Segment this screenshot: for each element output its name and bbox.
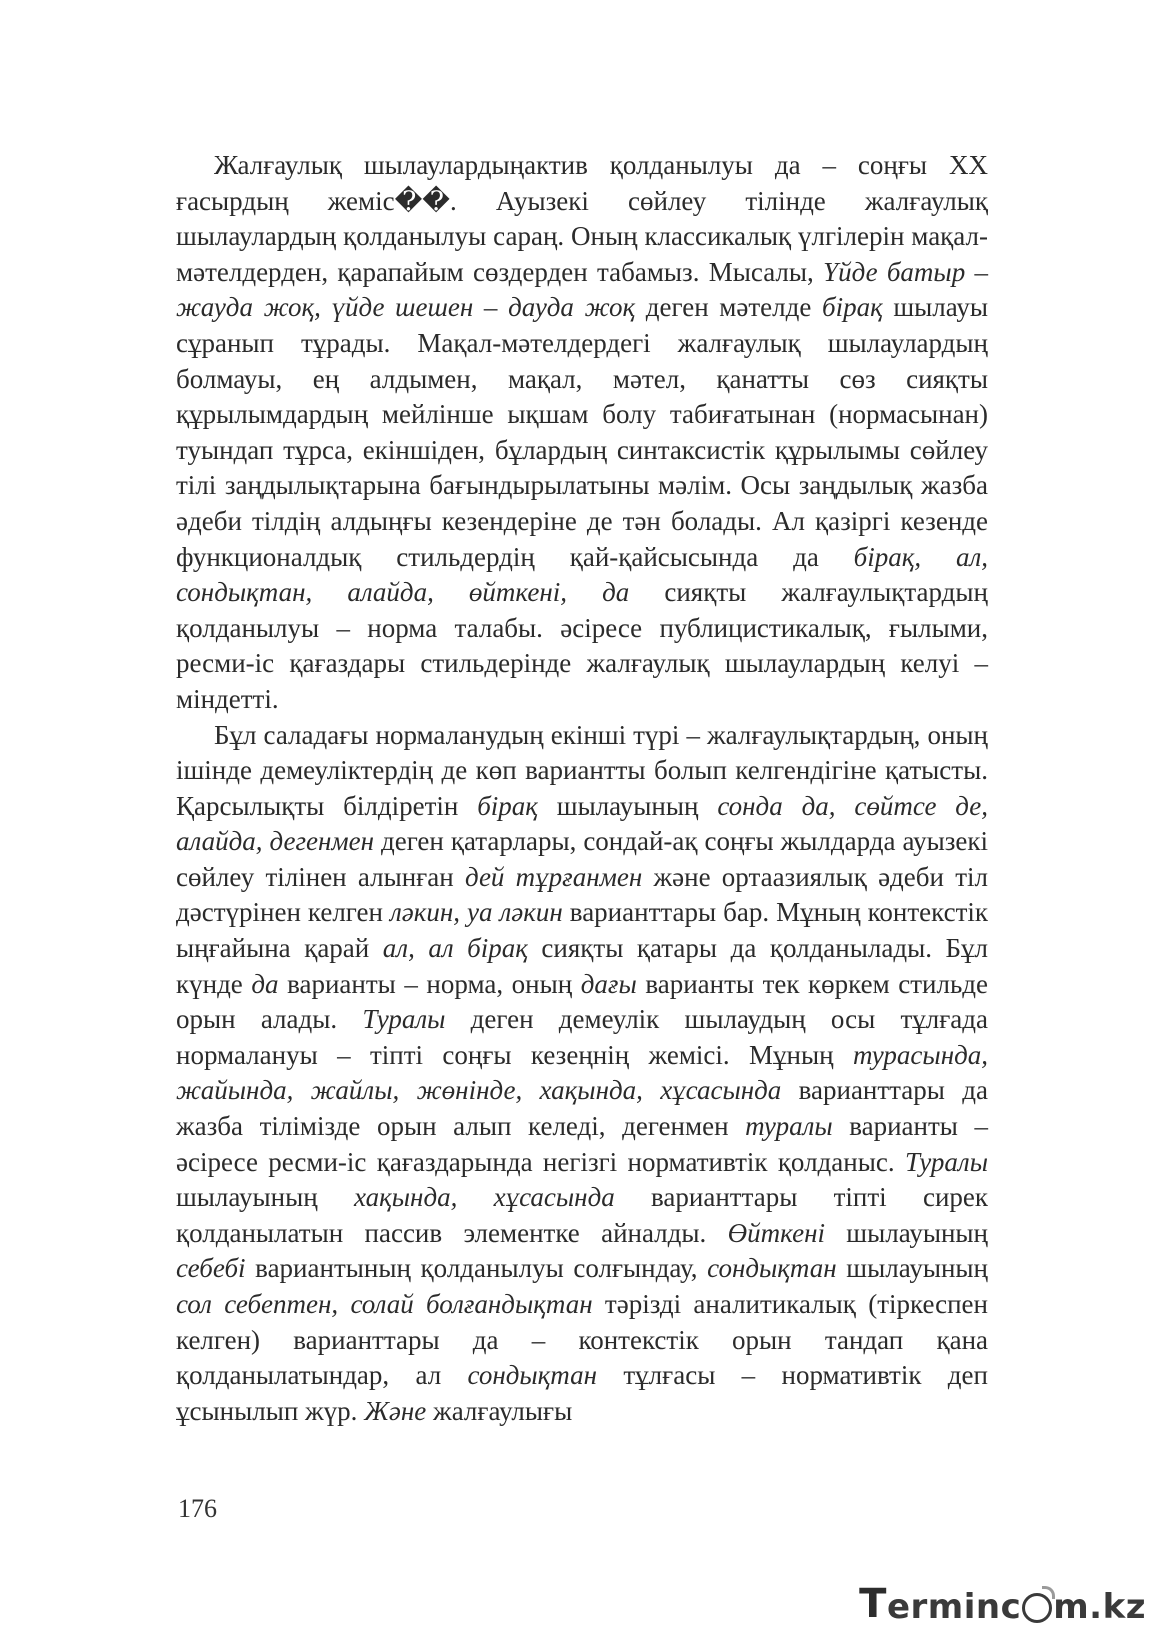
p2-italic-run: да — [251, 968, 279, 999]
p2-text-run: варианты тек көркем стильде орын алады. — [176, 968, 988, 1035]
p2-text-run: деген демеулік шылаудың осы тұлғада нормалануы – тіпті соңғы кезеңнің жемісі. Мұның — [176, 1004, 988, 1070]
p2-italic-run: Өйткені — [727, 1217, 825, 1248]
p2-text-run: варианттары да жазба тілімізде орын алып келеді, дегенмен — [176, 1075, 988, 1142]
p2-text-run: Бұл саладағы нормаланудың екінші түрі – жалғаулықтардың, оның ішінде демеуліктердің де көп вариантты болып келгендігіне қатысты. Қарсылықты білдіретін — [176, 719, 988, 821]
p2-italic-run: сондықтан — [467, 1360, 598, 1391]
logo-letter-t: T — [859, 1581, 887, 1627]
p2-text-run: деген қатарлары, сондай-ақ соңғы жылдарда ауызекі сөйлеу тілінен алынған — [176, 826, 988, 892]
p2-text-run: шылауының — [176, 1182, 354, 1213]
p2-text-run: варианты – әсіресе ресми-іс қағаздарында негізгі нормативтік қолданыс. — [176, 1111, 988, 1177]
paragraph-1 — [176, 148, 988, 718]
paragraph-2 — [176, 718, 988, 1430]
p2-text-run: шылауының — [836, 1253, 989, 1284]
p1-text-run: деген мәтелде — [635, 292, 822, 323]
p2-text-run: тәрізді аналитикалық (тіркеспен келген) варианттары да – контекстік орын тандап қана қолданылатындар, ал — [176, 1289, 988, 1391]
logo-text-middle: erminc — [886, 1587, 1022, 1627]
p2-text-run: шылауының — [537, 790, 718, 821]
p2-text-run: және ортаазиялық әдеби тіл дәстүрінен келген — [176, 861, 988, 928]
p2-text-run: варианттары бар. Мұның контекстік ыңғайына қарай — [176, 897, 988, 964]
logo-text-end: m.kz — [1053, 1587, 1146, 1627]
page-number: 176 — [178, 1494, 217, 1523]
p2-text-run: сияқты қатары да қолданылады. Бұл күнде — [176, 933, 988, 999]
p2-text-run: вариантының қолданылуы солғындау, — [245, 1253, 708, 1284]
p2-italic-run: ләкин, уа ләкин — [389, 897, 563, 928]
p1-text-run: сияқты жалғаулықтардың қолданылуы – норма талабы. әсіресе публицистикалық, ғылыми, ресми-іс қағаздары стильдерінде жалғаулық шылаулардың келуі – міндетті. — [176, 577, 989, 714]
p2-italic-run: сондықтан — [707, 1253, 837, 1284]
p2-italic-run: сонда да, сөйтсе де, алайда, дегенмен — [176, 790, 989, 857]
p2-italic-run: бірақ — [477, 790, 538, 821]
p2-italic-run: ал, ал бірақ — [382, 933, 528, 964]
p1-italic-run: Үйде батыр – жауда жоқ, үйде шешен – дауда жоқ — [176, 256, 988, 323]
p2-italic-run: дей тұрғанмен — [464, 861, 643, 892]
p1-italic-run: бірақ, ал, сондықтан, алайда, өйткені, да — [176, 541, 989, 608]
p2-italic-run: сол себептен, солай болғандықтан — [176, 1289, 593, 1319]
p2-italic-run: дағы — [580, 968, 637, 999]
termincom-logo — [859, 1577, 1146, 1627]
page-body — [176, 148, 988, 1429]
p2-italic-run: хақында, хұсасында — [354, 1182, 615, 1213]
p2-italic-run: Және — [364, 1395, 427, 1426]
p1-text-run: шылауы сұранып тұрады. Мақал-мәтелдердегі жалғаулық шылаулардың болмауы, ең алдымен, мақал, мәтел, қанатты сөз сияқты құрылымдардың мейлінше ықшам болу табиғатынан (нормасынан) туындап тұрса, екіншіден, бұлардың синтаксистік құрылымы сөйлеу тілі заңдылықтарына бағындырылатыны мәлім. Осы заңдылық жазба әдеби тілдің алдыңғы кезендеріне де тән болады. Ал қазіргі кезенде функционалдық стильдердің қай-қайсысында да — [176, 292, 988, 572]
p2-text-run: варианты – норма, оның — [278, 968, 581, 999]
logo-o-icon — [1022, 1593, 1052, 1623]
p2-italic-run: туралы — [745, 1111, 833, 1142]
p1-text-run: Жалғаулық шылаулардыңактив қолданылуы да – соңғы XX ғасырдың жеміс��. Ауызекі сөйлеу тілінде жалғаулық шылаулардың қолданылуы сараң. Оның классикалық үлгілерін мақал-мәтелдерден, қарапайым сөздерден табамыз. Мысалы, — [176, 150, 988, 287]
p2-text-run: жалғаулығы — [426, 1395, 573, 1426]
p2-text-run: тұлғасы – нормативтік деп ұсынылып жүр. — [176, 1360, 988, 1426]
p2-italic-run: себебі — [176, 1253, 246, 1284]
p1-italic-run: бірақ — [821, 292, 883, 323]
p2-italic-run: турасында, жайында, жайлы, жөнінде, хақында, хұсасында — [176, 1039, 988, 1106]
p2-italic-run: Туралы — [362, 1004, 446, 1035]
p2-text-run: варианттары тіпті сирек қолданылатын пассив элементке айналды. — [176, 1182, 989, 1248]
p2-italic-run: Туралы — [904, 1146, 988, 1177]
p2-text-run: шылауының — [824, 1217, 988, 1248]
